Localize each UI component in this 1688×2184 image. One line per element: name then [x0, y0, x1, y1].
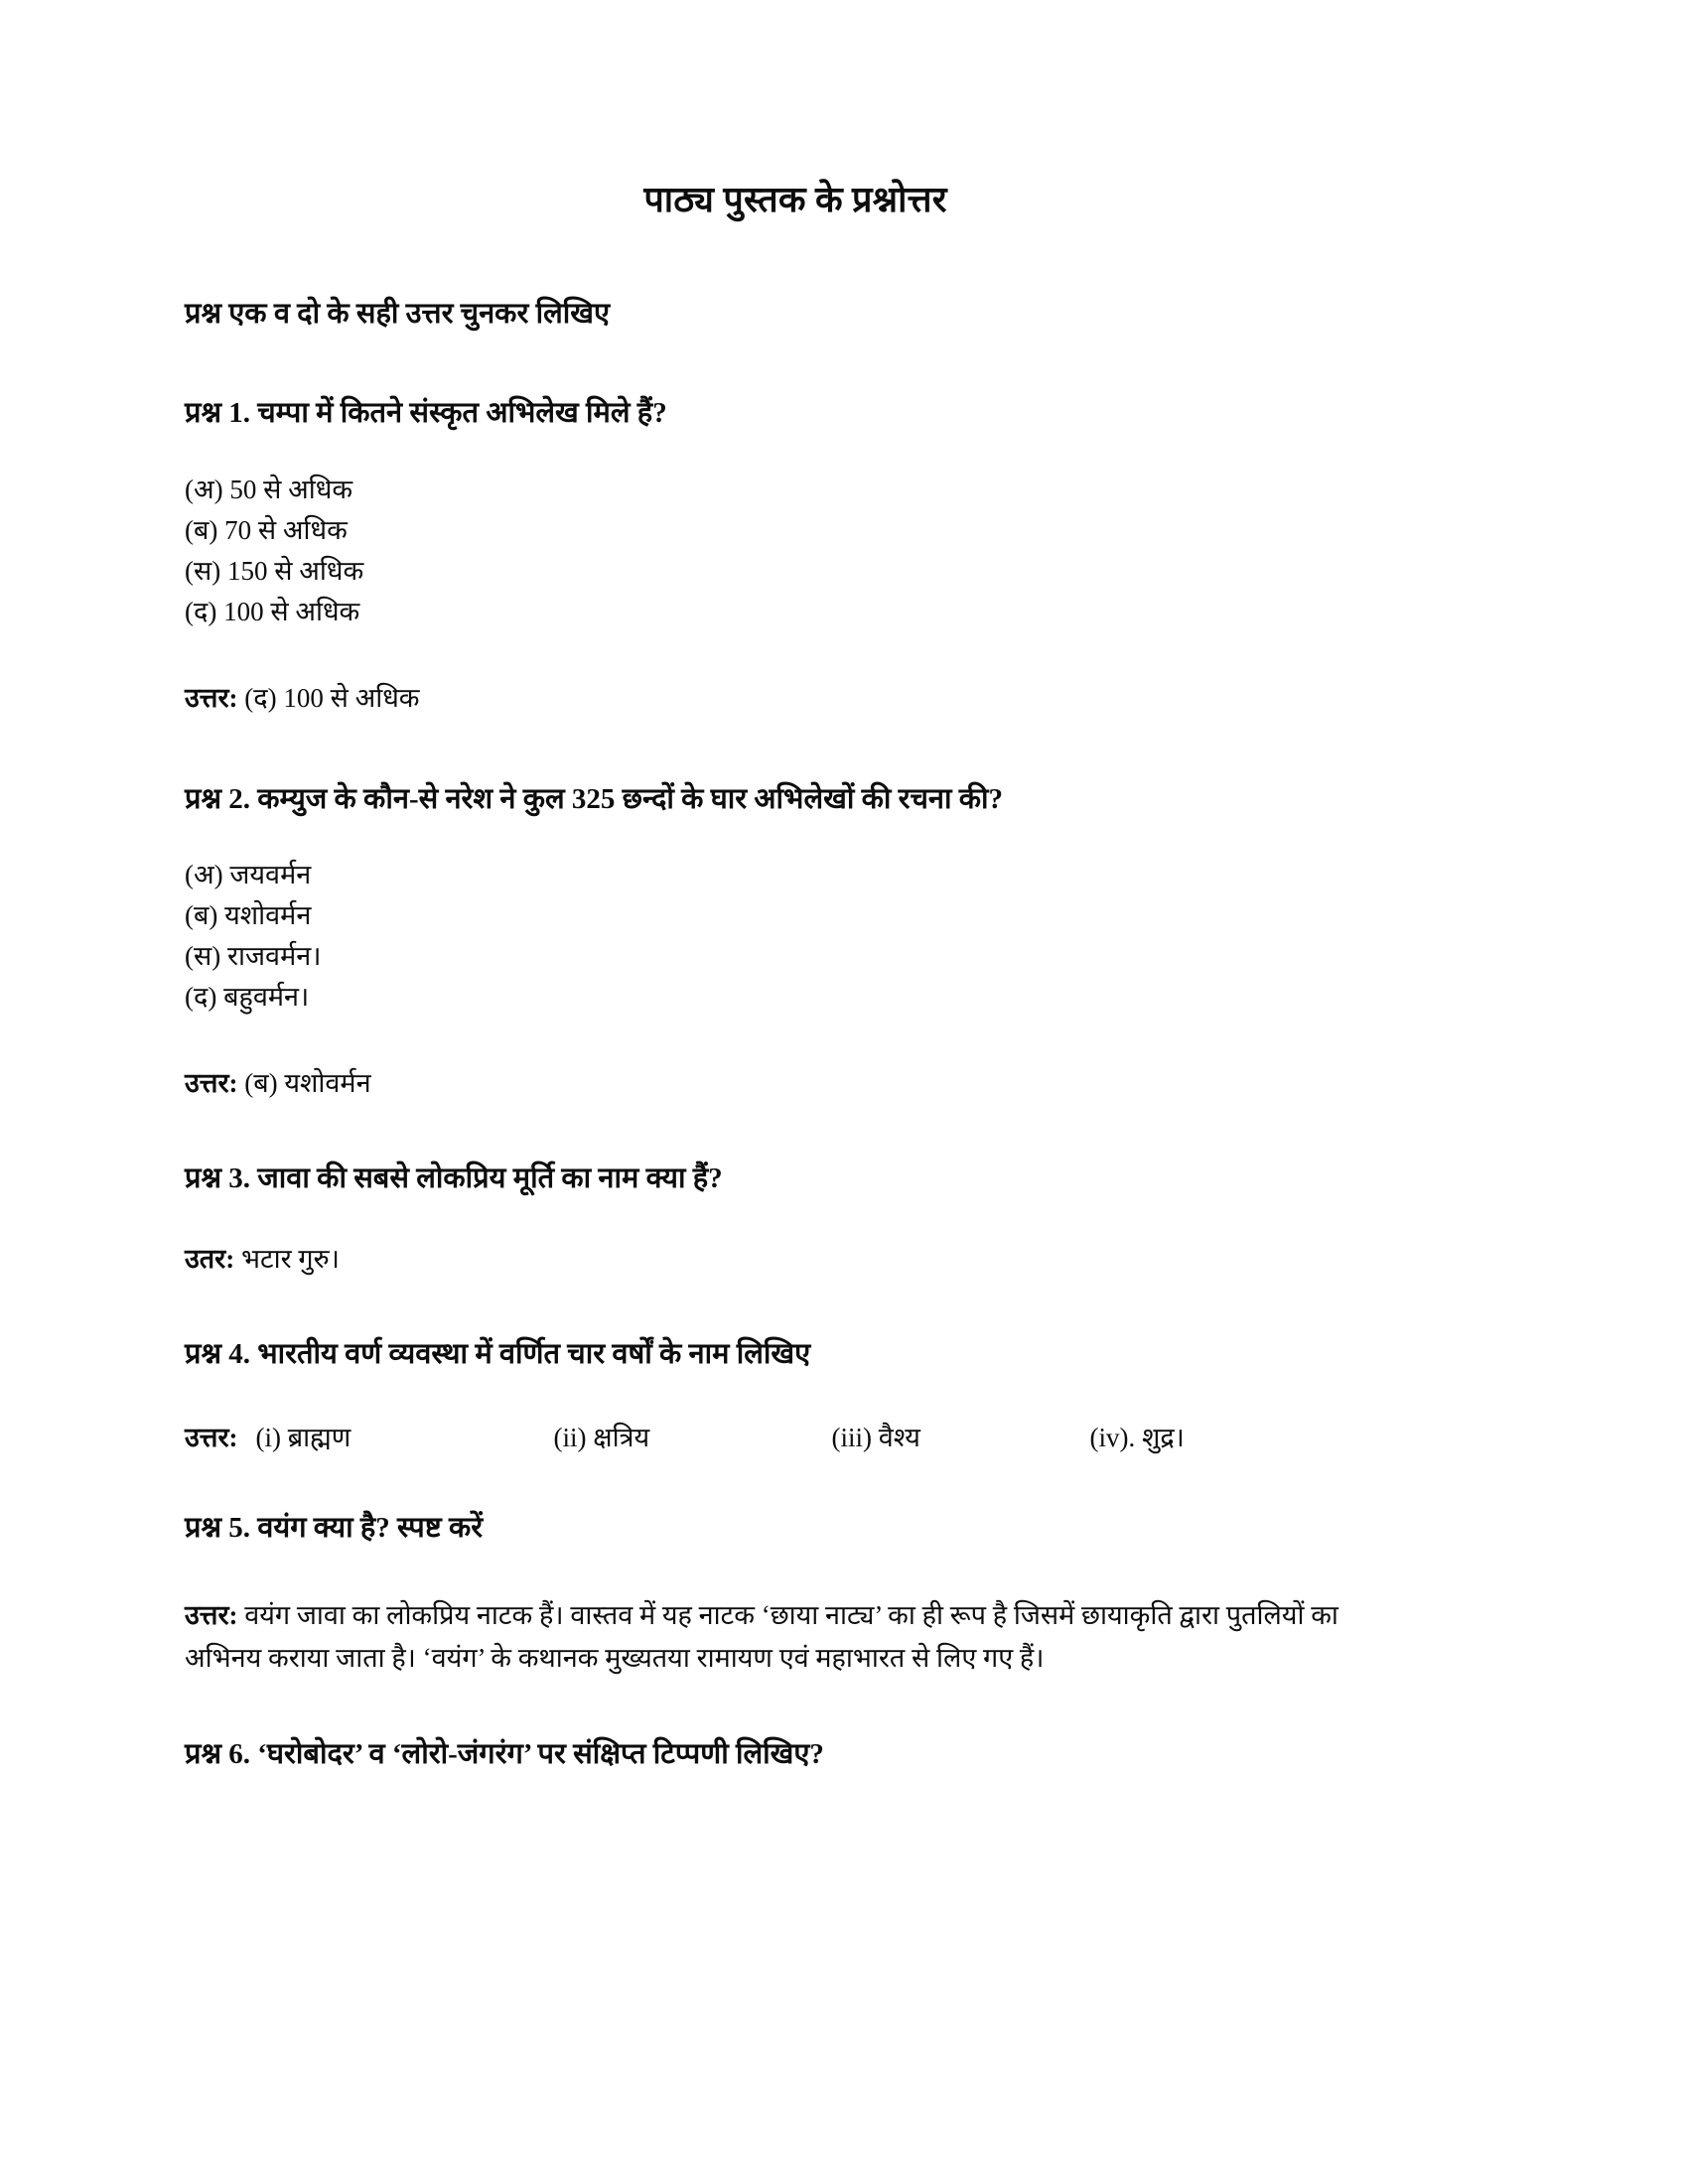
answer-column: (iv). शुद्र। [1089, 1423, 1185, 1453]
answer-column: (iii) वैश्य [831, 1423, 920, 1453]
answer-label: उत्तर: [185, 1599, 238, 1630]
option-list-2 [185, 819, 1406, 1018]
option-list-1 [185, 434, 1406, 632]
answer-value: वयंग जावा का लोकप्रिय नाटक हैं। वास्तव में यह नाटक ‘छाया नाट्य’ का ही रूप है जिसमें छायाकृति द्वारा पुतलियों का अभिनय कराया जाता है। ‘वयंग’ के कथानक मुख्यतया रामायण एवं महाभारत से लिए गए हैं। [185, 1599, 1338, 1674]
question-text-5: प्रश्न 5. वयंग क्या है? स्पष्ट करें [185, 1512, 484, 1545]
question-block-5 [185, 1454, 1406, 1681]
answer-line-1 [185, 632, 1406, 720]
page-title: पाठ्य पुस्तक के प्रश्नोत्तर [643, 180, 947, 219]
answer-label: उत्तर: [185, 1068, 238, 1099]
question-text-4: प्रश्न 4. भारतीय वर्ण व्यवस्था में वर्णित चार वर्षों के नाम लिखिए [185, 1337, 811, 1370]
section-heading: प्रश्न एक व दो के सही उत्तर चुनकर लिखिए [185, 297, 611, 330]
answer-label: उत्तर: [185, 1423, 238, 1453]
option-item[interactable]: (स) 150 से अधिक [185, 555, 364, 586]
answer-line-3 [185, 1199, 1406, 1281]
option-item[interactable]: (अ) जयवर्मन [185, 860, 312, 890]
answer-value: (ब) यशोवर्मन [244, 1068, 371, 1099]
question-text-6: प्रश्न 6. ‘घरोबोदर’ व ‘लोरो-जंगरंग’ पर संक्षिप्त टिप्पणी लिखिए? [185, 1738, 824, 1771]
option-item[interactable]: (अ) 50 से अधिक [185, 474, 353, 504]
answer-label: उतर: [185, 1243, 235, 1274]
answer-paragraph-5 [185, 1549, 1341, 1681]
answer-value: भटार गुरु। [240, 1243, 340, 1274]
answer-value: (द) 100 से अधिक [244, 682, 420, 713]
question-block-2 [185, 720, 1406, 1106]
answer-line-4 [185, 1374, 1356, 1454]
option-item[interactable]: (ब) 70 से अधिक [185, 514, 348, 545]
question-block-4 [185, 1281, 1406, 1455]
question-block-1 [185, 334, 1406, 720]
question-block-3 [185, 1105, 1406, 1280]
option-item[interactable]: (द) बहुवर्मन। [185, 982, 310, 1013]
answer-column: (i) ब्राह्मण [255, 1423, 352, 1453]
answer-label: उत्तर: [185, 682, 238, 713]
question-text-3: प्रश्न 3. जावा की सबसे लोकप्रिय मूर्ति का नाम क्या हैं? [185, 1162, 723, 1195]
document-body [185, 0, 1406, 1775]
answer-line-2 [185, 1018, 1406, 1105]
option-item[interactable]: (स) राजवर्मन। [185, 941, 322, 972]
option-item[interactable]: (द) 100 से अधिक [185, 596, 360, 626]
question-text-2: प्रश्न 2. कम्युज के कौन-से नरेश ने कुल 325 छन्दों के घार अभिलेखों की रचना की? [185, 782, 1004, 815]
question-block-6 [185, 1681, 1406, 1775]
question-text-1: प्रश्न 1. चम्पा में कितने संस्कृत अभिलेख मिले हैं? [185, 396, 667, 429]
answer-column: (ii) क्षत्रिय [553, 1423, 650, 1453]
option-item[interactable]: (ब) यशोवर्मन [185, 900, 312, 931]
